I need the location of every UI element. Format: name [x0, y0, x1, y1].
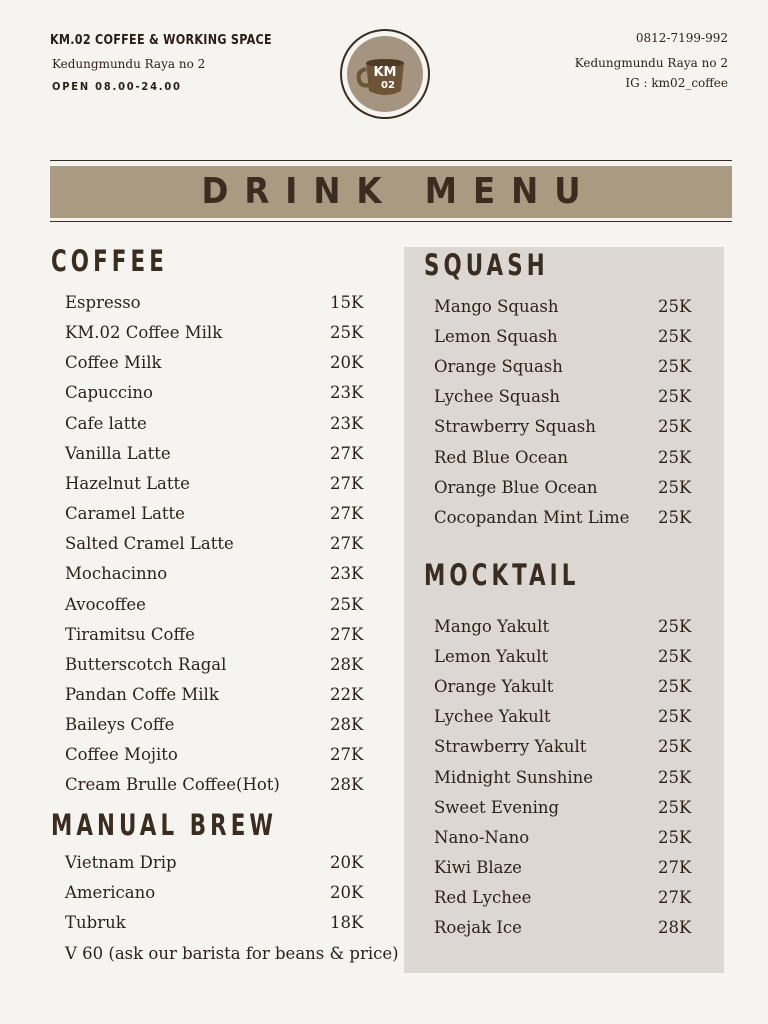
- menu-item-price: 23K: [330, 564, 364, 584]
- menu-item-price: 23K: [330, 383, 364, 403]
- menu-item-name: Pandan Coffe Milk: [65, 684, 219, 704]
- menu-item-price: 27K: [330, 504, 364, 524]
- menu-item-price: 25K: [658, 507, 692, 527]
- menu-item-price: 25K: [658, 387, 692, 407]
- menu-item-name: Lychee Yakult: [434, 707, 551, 727]
- bottom-rule: [50, 221, 732, 222]
- menu-item-price: 25K: [658, 477, 692, 497]
- menu-item-price: 25K: [658, 447, 692, 467]
- menu-item-name: Red Lychee: [434, 887, 532, 907]
- menu-item-name: Cream Brulle Coffee(Hot): [65, 775, 280, 795]
- menu-item-price: 27K: [658, 857, 692, 877]
- menu-item-name: Lemon Squash: [434, 327, 558, 347]
- brand-name: KM.02 COFFEE & WORKING SPACE: [50, 33, 272, 48]
- phone-number: 0812-7199-992: [635, 31, 728, 45]
- menu-item-price: 22K: [330, 684, 364, 704]
- menu-item-price: 20K: [330, 353, 364, 373]
- manual-brew-heading: MANUAL BREW: [51, 808, 278, 842]
- menu-item-name: Baileys Coffe: [65, 715, 175, 735]
- menu-item-name: Midnight Sunshine: [434, 767, 594, 787]
- menu-item-name: Roejak Ice: [434, 918, 522, 937]
- menu-item-name: Espresso: [65, 293, 141, 312]
- menu-item-name: Avocoffee: [65, 594, 146, 614]
- v60-note: V 60 (ask our barista for beans & price): [65, 944, 399, 963]
- menu-item-name: Lemon Yakult: [434, 647, 549, 667]
- address-left: Kedungmundu Raya no 2: [52, 57, 206, 71]
- coffee-cup-logo: [340, 29, 430, 119]
- menu-item-price: 25K: [658, 737, 692, 757]
- menu-item-name: Caramel Latte: [65, 504, 185, 524]
- menu-item-price: 27K: [330, 624, 364, 644]
- menu-item-price: 25K: [658, 327, 692, 347]
- menu-item-name: Nano-Nano: [434, 827, 530, 847]
- menu-item-price: 25K: [330, 594, 364, 614]
- menu-item-price: 25K: [658, 617, 692, 636]
- coffee-heading: COFFEE: [51, 244, 168, 278]
- menu-item-name: Lychee Squash: [434, 387, 561, 407]
- menu-item-name: Mango Yakult: [434, 617, 550, 636]
- menu-item-price: 15K: [330, 293, 364, 312]
- menu-item-price: 23K: [330, 413, 364, 433]
- squash-heading: SQUASH: [424, 248, 549, 282]
- menu-item-price: 20K: [330, 883, 364, 902]
- menu-item-price: 27K: [330, 745, 364, 765]
- menu-item-name: Strawberry Yakult: [434, 737, 587, 757]
- menu-item-price: 25K: [658, 767, 692, 787]
- menu-item-name: Orange Squash: [434, 357, 563, 377]
- menu-item-name: Orange Blue Ocean: [434, 477, 598, 497]
- menu-item-name: Mochacinno: [65, 564, 168, 584]
- menu-item-name: Salted Cramel Latte: [65, 534, 234, 554]
- menu-item-name: Strawberry Squash: [434, 417, 596, 437]
- menu-item-price: 27K: [330, 443, 364, 463]
- instagram-handle: IG : km02_coffee: [625, 76, 728, 90]
- menu-item-name: Tubruk: [65, 913, 126, 932]
- menu-item-price: 25K: [658, 797, 692, 817]
- menu-item-price: 18K: [330, 913, 364, 932]
- menu-item-price: 25K: [658, 677, 692, 697]
- menu-item-price: 28K: [330, 654, 364, 674]
- menu-item-price: 25K: [658, 357, 692, 377]
- menu-item-price: 27K: [330, 534, 364, 554]
- menu-item-price: 28K: [330, 715, 364, 735]
- mocktail-heading: MOCKTAIL: [424, 558, 580, 592]
- logo-number: 02: [381, 80, 395, 91]
- menu-item-price: 25K: [658, 647, 692, 667]
- menu-item-price: 25K: [658, 707, 692, 727]
- menu-item-price: 25K: [658, 827, 692, 847]
- menu-item-name: Hazelnut Latte: [65, 473, 190, 493]
- drink-menu-title: DRINK MENU: [201, 171, 597, 212]
- menu-item-price: 28K: [330, 775, 364, 795]
- menu-item-name: Cafe latte: [65, 413, 147, 433]
- menu-item-price: 27K: [658, 887, 692, 907]
- menu-item-name: KM.02 Coffee Milk: [65, 323, 223, 343]
- menu-item-name: Red Blue Ocean: [434, 447, 569, 467]
- menu-item-price: 25K: [658, 297, 692, 316]
- menu-item-price: 25K: [330, 323, 364, 343]
- menu-item-name: Coffee Milk: [65, 353, 162, 373]
- menu-item-name: Americano: [65, 883, 156, 902]
- open-hours: OPEN 08.00-24.00: [52, 80, 182, 93]
- menu-item-name: Orange Yakult: [434, 677, 554, 697]
- address-right: Kedungmundu Raya no 2: [574, 56, 728, 70]
- menu-item-name: Capuccino: [65, 383, 153, 403]
- menu-item-price: 20K: [330, 853, 364, 872]
- menu-item-name: Coffee Mojito: [65, 745, 178, 765]
- menu-item-name: Vanilla Latte: [65, 443, 171, 463]
- logo-text: KM: [373, 65, 397, 80]
- menu-item-price: 28K: [658, 918, 692, 937]
- menu-item-name: Cocopandan Mint Lime: [434, 507, 630, 527]
- menu-item-price: 27K: [330, 473, 364, 493]
- top-rule: [50, 160, 732, 161]
- menu-item-name: Butterscotch Ragal: [65, 654, 227, 674]
- menu-item-name: Tiramitsu Coffe: [65, 624, 195, 644]
- menu-item-name: Kiwi Blaze: [434, 857, 522, 877]
- menu-item-price: 25K: [658, 417, 692, 437]
- menu-item-name: Mango Squash: [434, 297, 559, 316]
- menu-item-name: Sweet Evening: [434, 797, 560, 817]
- menu-item-name: Vietnam Drip: [65, 853, 177, 872]
